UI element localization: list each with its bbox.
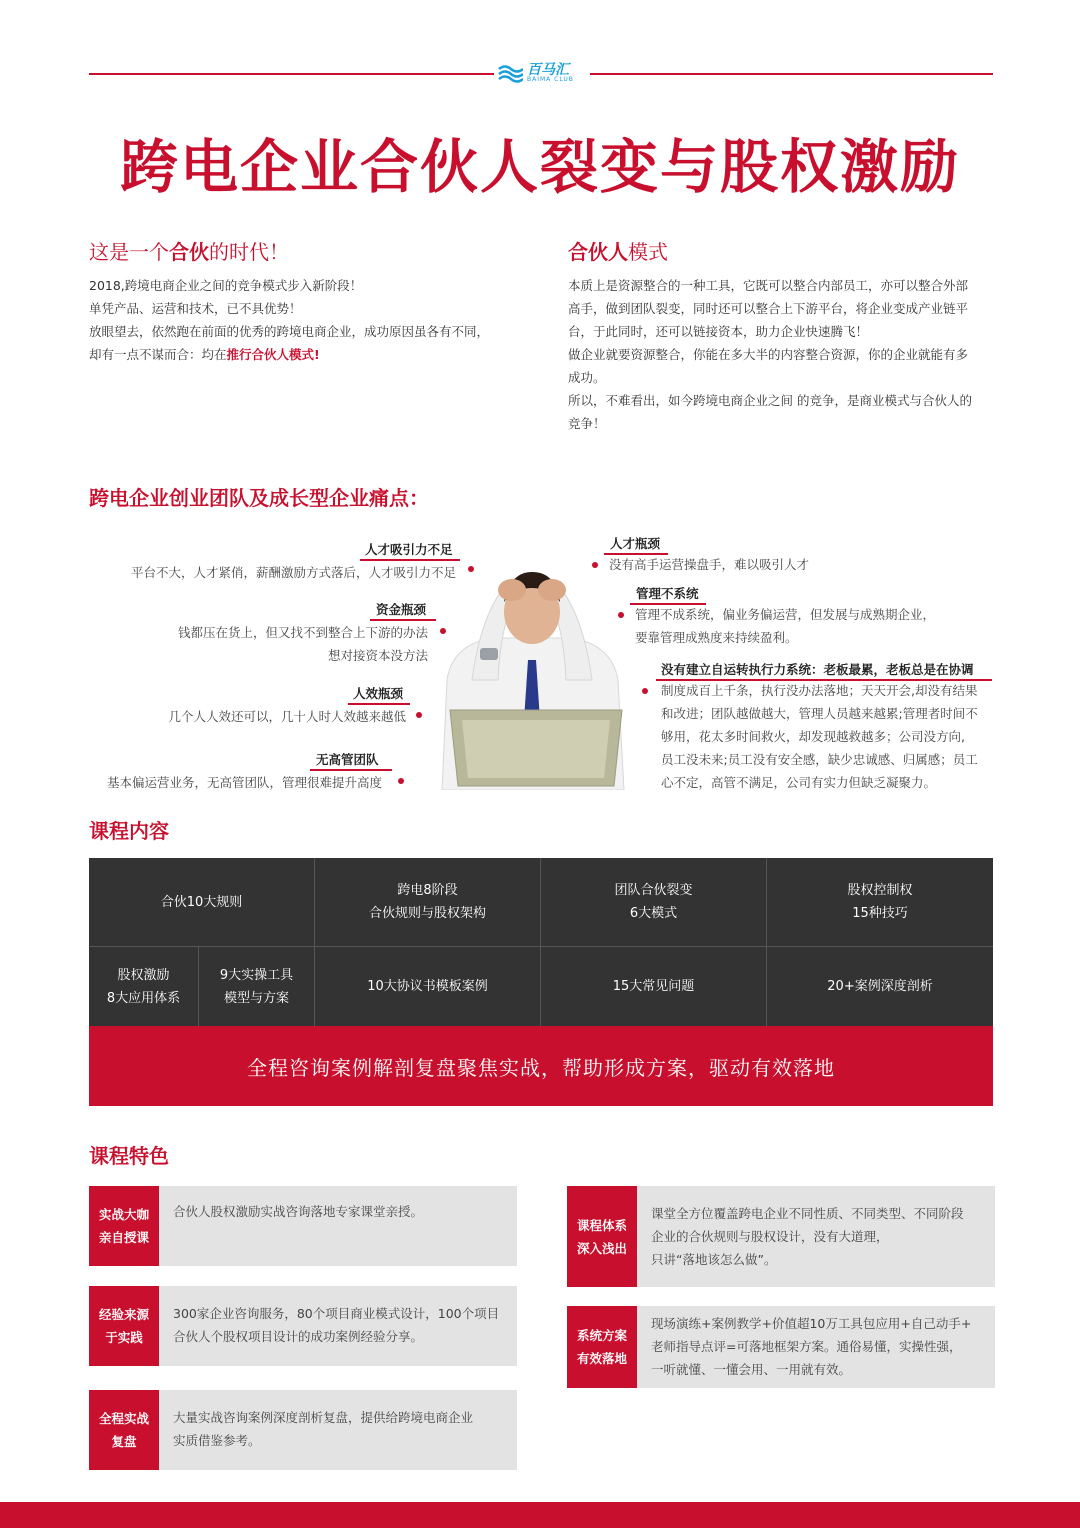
pain-desc: [661, 679, 1001, 794]
course-cell-line: 跨电8阶段: [397, 883, 458, 898]
era-heading: [89, 236, 289, 265]
feature-desc-line: 现场演练+案例教学+价值超10万工具包应用+自己动手+: [651, 1316, 972, 1331]
pain-desc: [76, 561, 456, 584]
feature-card: [567, 1306, 995, 1388]
feature-tag: [89, 1390, 159, 1470]
feature-card: [89, 1286, 517, 1366]
feature-desc: [173, 1302, 499, 1348]
course-cell: [767, 858, 993, 947]
course-cell-line: 股权控制权: [847, 883, 913, 898]
course-cell: [89, 858, 315, 947]
course-cell-line: 20+案例深度剖析: [827, 979, 933, 994]
feature-tag-line: 有效落地: [576, 1351, 627, 1366]
pain-title: 管理不系统: [636, 586, 699, 601]
pain-desc-line: 基本偏运营业务，无高管团队，管理很难提升高度: [106, 775, 382, 790]
pain-desc-line: 员工没未来;员工没有安全感，缺少忠诚感、归属感；员工: [661, 752, 978, 767]
course-cell: [541, 858, 767, 947]
model-line: 台，于此同时，还可以链接资本，助力企业快速腾飞！: [568, 324, 869, 339]
era-line-last: [89, 343, 529, 366]
pain-heading: 跨电企业创业团队及成长型企业痛点：: [89, 486, 429, 510]
era-heading-pre: 这是一个: [89, 240, 169, 264]
header-line-left: [89, 73, 494, 75]
feature-tag-line: 全程实战: [98, 1411, 149, 1426]
header-line-right: [590, 73, 993, 75]
course-cell-line: 股权激励: [117, 967, 170, 983]
course-cell-line: 10大协议书模板案例: [367, 979, 488, 994]
era-heading-bold: 合伙: [169, 240, 209, 264]
model-line: 本质上是资源整合的一种工具，它既可以整合内部员工，亦可以整合外部: [568, 278, 969, 293]
feature-desc-line: 企业的合伙规则与股权设计，没有大道理，: [651, 1229, 889, 1244]
pain-desc-line: 平台不大，人才紧俏，薪酬激励方式落后，人才吸引力不足: [130, 565, 456, 580]
course-cell-line: 15种技巧: [852, 906, 908, 921]
stressed-man-laptop-illustration: [432, 560, 632, 790]
model-line: 高手，做到团队裂变，同时还可以整合上下游平台，将企业变成产业链平: [568, 301, 969, 316]
model-heading: [568, 236, 668, 265]
pain-title: 资金瓶颈: [376, 602, 427, 617]
pain-desc-line: 几个人人效还可以，几十人时人效越来越低: [168, 709, 406, 724]
course-cell-line: 团队合伙裂变: [614, 883, 693, 898]
pain-desc: [635, 603, 995, 649]
pain-desc-line: 制度成百上千条，执行没办法落地；天天开会,却没有结果: [661, 683, 978, 698]
logo-cn: 百马汇: [527, 62, 569, 78]
model-heading-bold: 合伙人: [568, 240, 628, 264]
feature-desc-line: 实质借鉴参考。: [173, 1433, 261, 1448]
pain-dot: [642, 688, 648, 694]
pain-title: 没有建立自运转执行力系统：老板最累，老板总是在协调: [661, 662, 974, 677]
pain-desc: [66, 705, 406, 728]
feature-card: [89, 1390, 517, 1470]
era-last-pre: 却有一点不谋而合：均在: [89, 347, 227, 362]
feature-card: [567, 1186, 995, 1287]
pain-desc-line: 没有高手运营操盘手，难以吸引人才: [609, 557, 810, 572]
feature-card: [89, 1186, 517, 1266]
pain-dot: [398, 778, 404, 784]
era-line: 2018,跨境电商企业之间的竞争模式步入新阶段！: [89, 278, 363, 293]
pain-title: 人才吸引力不足: [365, 542, 453, 557]
pain-title: 无高管团队: [316, 752, 379, 767]
pain-desc-line: 要靠管理成熟度来持续盈利。: [635, 630, 798, 645]
feature-desc-line: 300家企业咨询服务，80个项目商业模式设计，100个项目: [173, 1306, 500, 1321]
feature-desc-line: 大量实战咨询案例深度剖析复盘，提供给跨境电商企业: [173, 1410, 474, 1425]
feature-desc-line: 只讲“落地该怎么做”。: [651, 1252, 777, 1267]
feature-desc-line: 合伙人个股权项目设计的成功案例经验分享。: [173, 1329, 424, 1344]
footer-bar: [0, 1502, 1080, 1528]
feature-desc: [651, 1202, 964, 1271]
model-line: 做企业就要资源整合，你能在多大半的内容整合资源，你的企业就能有多: [568, 347, 969, 362]
course-cell: [541, 947, 767, 1026]
course-table: [89, 858, 993, 1026]
era-line: 单凭产品、运营和技术，已不具优势！: [89, 301, 302, 316]
pain-desc: [62, 771, 382, 794]
feature-desc: [173, 1406, 473, 1452]
feature-tag-line: 系统方案: [576, 1328, 627, 1343]
feature-tag-line: 实战大咖: [98, 1207, 149, 1222]
feature-tag-line: 课程体系: [576, 1217, 627, 1233]
course-heading: 课程内容: [89, 819, 169, 843]
wave-icon: [497, 63, 523, 83]
feature-desc: [651, 1312, 971, 1381]
feature-tag-line: 经验来源: [98, 1307, 149, 1322]
pain-title: 人效瓶颈: [353, 686, 404, 701]
pain-desc: [609, 553, 909, 576]
course-cell-line: 6大模式: [629, 906, 678, 921]
page-title: 跨电企业合伙人裂变与股权激励: [119, 133, 960, 201]
pain-desc-line: 想对接资本没方法: [327, 648, 428, 663]
course-cell-line: 8大应用体系: [106, 990, 181, 1006]
feature-tag: [567, 1186, 637, 1287]
pain-desc-line: 管理不成系统，偏业务偏运营，但发展与成熟期企业，: [635, 607, 936, 622]
era-paragraph: [89, 274, 529, 366]
course-cell: [199, 947, 315, 1026]
feature-desc-line: 一听就懂、一懂会用、一用就有效。: [651, 1362, 852, 1377]
pain-desc: [68, 621, 428, 667]
era-line: 放眼望去，依然跑在前面的优秀的跨境电商企业，成功原因虽各有不同，: [89, 324, 490, 339]
feature-desc: [173, 1200, 423, 1223]
logo-en: BAIMA CLUB: [527, 76, 574, 83]
course-cell-line: 合伙10大规则: [160, 894, 243, 910]
pain-title: 人才瓶颈: [610, 536, 661, 551]
pain-desc-line: 心不定，高管不满足，公司有实力但缺乏凝聚力。: [661, 775, 937, 790]
feature-tag-line: 复盘: [111, 1434, 137, 1449]
pain-desc-line: 和改进；团队越做越大，管理人员越来越累;管理者时间不: [661, 706, 978, 721]
feature-desc-line: 课堂全方位覆盖跨电企业不同性质、不同类型、不同阶段: [651, 1206, 964, 1221]
feature-tag-line: 亲自授课: [98, 1230, 149, 1245]
pain-desc-line: 钱都压在货上，但又找不到整合上下游的办法: [177, 625, 428, 640]
model-line: 成功。: [568, 370, 606, 385]
model-heading-post: 模式: [628, 240, 668, 264]
era-heading-post: 的时代！: [209, 240, 289, 264]
course-cell: [89, 947, 199, 1026]
model-paragraph: [568, 274, 998, 435]
course-cell: [767, 947, 993, 1026]
course-cell: [315, 858, 541, 947]
model-line: 竞争！: [568, 416, 606, 431]
feature-tag: [89, 1186, 159, 1266]
course-banner: 全程咨询案例解剖复盘聚焦实战，帮助形成方案，驱动有效落地: [89, 1026, 993, 1106]
era-last-highlight: 推行合伙人模式!: [226, 347, 320, 362]
feature-desc-line: 合伙人股权激励实战咨询落地专家课堂亲授。: [173, 1204, 424, 1219]
features-heading: 课程特色: [89, 1144, 169, 1168]
logo: [497, 60, 587, 86]
model-line: 所以，不难看出，如今跨境电商企业之间 的竞争，是商业模式与合伙人的: [568, 393, 972, 408]
course-cell-line: 模型与方案: [223, 990, 289, 1006]
feature-tag-line: 于实践: [105, 1330, 143, 1345]
feature-desc-line: 老师指导点评=可落地框架方案。通俗易懂，实操性强，: [651, 1339, 962, 1354]
course-cell: [315, 947, 541, 1026]
feature-tag: [89, 1286, 159, 1366]
pain-desc-line: 够用，花太多时间救火，却发现越救越多；公司没方向,: [661, 729, 965, 744]
pain-dot: [416, 712, 422, 718]
course-cell-line: 9大实操工具: [219, 967, 294, 983]
course-cell-line: 15大常见问题: [612, 979, 695, 994]
feature-tag-line: 深入浅出: [576, 1240, 627, 1256]
feature-tag: [567, 1306, 637, 1388]
course-cell-line: 合伙规则与股权架构: [368, 906, 486, 921]
